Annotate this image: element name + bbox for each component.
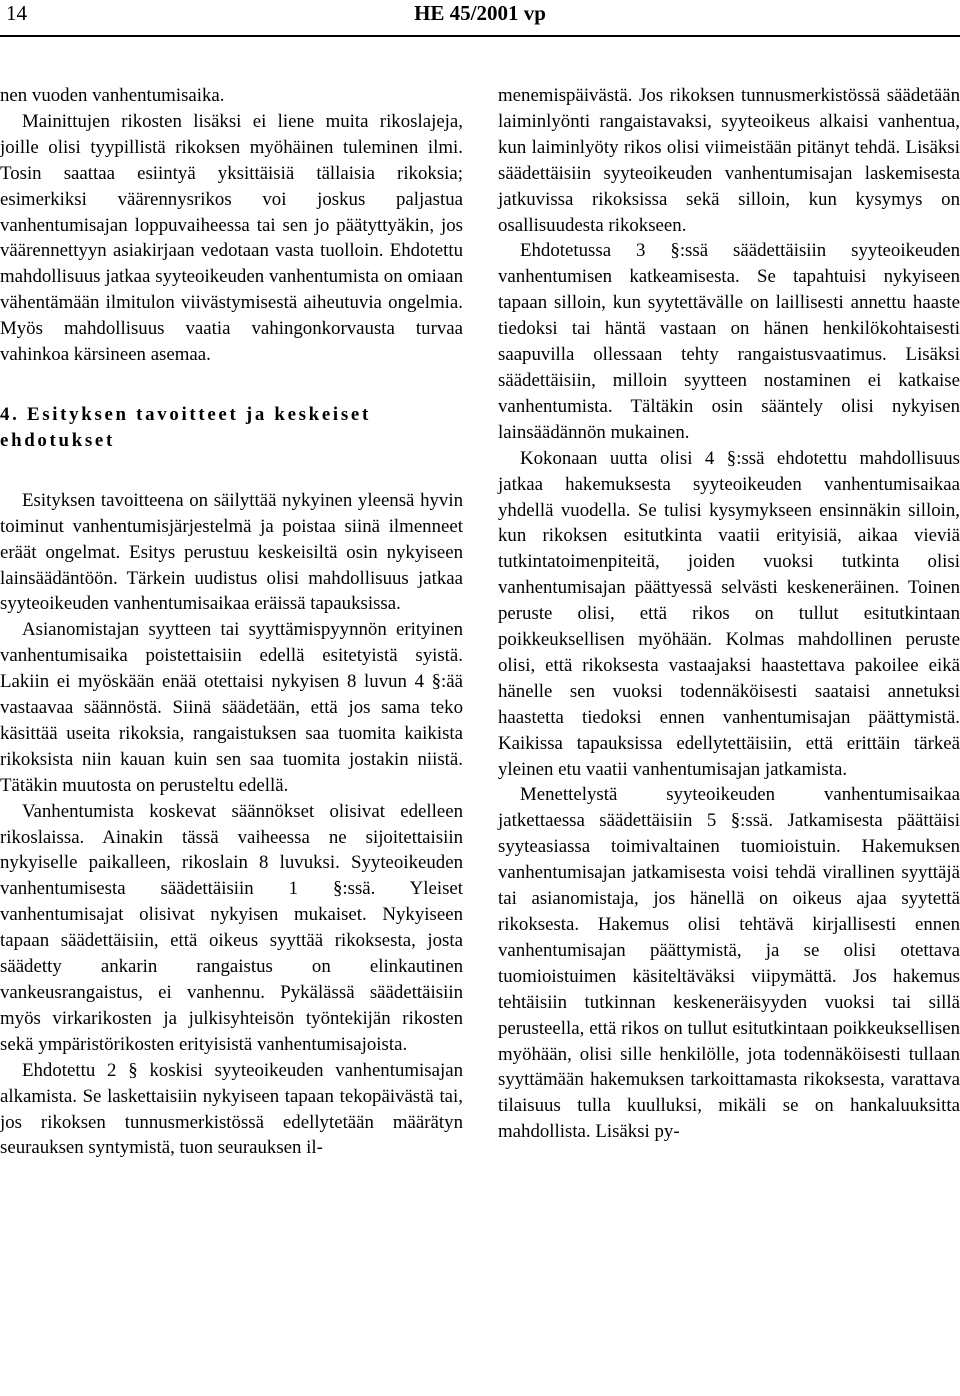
paragraph: Kokonaan uutta olisi 4 §:ssä ehdotettu mahdollisuus jatkaa hakemuksesta syyteoikeuden vanhentumisaikaa yhdellä vuodella. Se tulisi kysymykseen ensinnäkin silloin, kun rikoksen esitutkinta vaatii erityisiä, aikaa vieviä tutkintatoimenpiteitä, joiden vuoksi tutkinta olisi vanhentumisajan päättyessä selvästi keskeneräinen. Toinen peruste olisi, että rikos on tullut esitutkintaan poikkeuksellisen myöhään. Kolmas mahdollinen peruste olisi, että rikoksesta vastaajaksi haastettava pakoilee eikä hänelle sen vuoksi todennäköisesti saataisi annetuksi haastetta tiedoksi ennen vanhentumisajan päättymistä. Kaikissa tapauksissa edellytettäisiin, että erittäin tärkeä yleinen etu vaatii vanhentumisajan jatkamista.	[498, 447, 960, 780]
paragraph: Menettelystä syyteoikeuden vanhentumisaikaa jatkettaessa säädettäisiin 5 §:ssä. Jatkamisesta päättäisi syyteasiassa toimivaltainen tuomioistuin. Hakemuksen vanhentumisajan jatkamisesta voisi tehdä virallinen syyttäjä tai asianomistaja, jos hänellä on oikeus ajaa syytettä rikoksesta. Hakemus olisi tehtävä kirjallisesti ennen vanhentumisajan päättymistä, ja se olisi otettava tuomioistuimen käsiteltäväksi viipymättä. Jos hakemus tehtäisiin tutkinnan keskeneräisyyden vuoksi tai sillä perusteella, että rikos on tullut esitutkintaan poikkeuksellisen myöhään, olisi sille henkilölle, jota todennäköisesti tullaan syyttämään hakemuksen tarkoittamasta rikoksesta, varattava tilaisuus tulla kuulluksi, mikäli se on hankaluuksitta mahdollista. Lisäksi py-	[498, 784, 960, 1143]
page-header	[0, 0, 960, 30]
paragraph: Mainittujen rikosten lisäksi ei liene muita rikoslajeja, joille olisi tyypillistä rikoksen myöhäinen tuleminen ilmi. Tosin saattaa esiintyä yksittäisiä tällaisia rikoksia; esimerkiksi väärennysrikos voi joskus paljastua vanhentumisajan loppuvaiheessa tai sen jo päätyttyäkin, jos väärennettyyn asiakirjaan vedotaan vasta tuolloin. Ehdotettu mahdollisuus jatkaa syyteoikeuden vanhentumista on omiaan vähentämään ilmitulon viivästymisestä aiheutuvia ongelmia. Myös mahdollisuus vaatia vahingonkorvausta turvaa vahinkoa kärsineen asemaa.	[0, 110, 463, 366]
paragraph: Vanhentumista koskevat säännökset olisivat edelleen rikoslaissa. Ainakin tässä vaiheessa ne sijoitettaisiin nykyiselle paikalleen, rikoslain 8 luvuksi. Syyteoikeuden vanhentumisesta säädettäisiin 1 §:ssä. Yleiset vanhentumisajat olisivat nykyisen mukaiset. Nykyiseen tapaan säädettäisiin, että oikeus syyttää rikoksesta, josta säädetty ankarin rangaistus on elinkautinen vankeusrangaistus, ei vanhennu. Pykälässä säädettäisiin myös virkarikosten ja julkisyhteisön työntekijän rikosten sekä ympäristörikosten erityisistä vanhentumisajoista.	[0, 800, 463, 1055]
paragraph: menemispäivästä. Jos rikoksen tunnusmerkistössä säädetään laiminlyönti rangaistavaksi, syyteoikeus alkaisi vanhentua, kun laiminlyöty rikos olisi viimeistään pitänyt tehdä. Lisäksi säädettäisiin syyteoikeuden vanhentumisajan laskemisesta jatkuvissa rikoksissa sekä silloin, kun kysymys on osallisuudesta rikokseen.	[498, 85, 960, 236]
right-column	[498, 83, 960, 1145]
paragraph: Asianomistajan syytteen tai syyttämispyynnön erityinen vanhentumisaika poistettaisiin edellä esitetyistä syistä. Lakiin ei myöskään enää otettaisi nykyisen 8 luvun 4 §:ää vastaavaa säännöstä. Siinä säädetään, että jos sama teko käsittää useita rikoksia, rangaistuksen saa tuomita kaikista rikoksista niin kauan kuin sen saa tuomita jostakin niistä. Tätäkin muutosta on perusteltu edellä.	[0, 619, 463, 796]
paragraph: Ehdotetussa 3 §:ssä säädettäisiin syyteoikeuden vanhentumisen katkeamisesta. Se tapahtuisi nykyiseen tapaan silloin, kun syytettävälle on laillisesti annettu haaste tiedoksi tai häntä vastaan on hänen henkilökohtaisesti saapuvilla ollessaan tehty rangaistusvaatimus. Lisäksi säädettäisiin, milloin syytteen nostaminen ei katkaise vanhentumista. Tältäkin osin sääntely olisi nykyisen lainsäädännön mukainen.	[498, 240, 960, 443]
section-heading: 4. Esityksen tavoitteet ja keskeiset ehdotukset	[0, 403, 371, 451]
document-id: HE 45/2001 vp	[414, 1, 546, 25]
paragraph: Ehdotettu 2 § koskisi syyteoikeuden vanhentumisajan alkamista. Se laskettaisiin nykyiseen tapaan tekopäivästä tai, jos rikoksen tunnusmerkistössä edellytetään määrätyn seurauksen syntymistä, tuon seurauksen il-	[0, 1059, 463, 1159]
left-column	[0, 83, 463, 1161]
header-rule	[0, 35, 960, 37]
page-number: 14	[6, 1, 27, 25]
paragraph: Esityksen tavoitteena on säilyttää nykyinen yleensä hyvin toiminut vanhentumisjärjestelmä ja poistaa siinä ilmenneet eräät ongelmat. Esitys perustuu keskeisiltä osin nykyiseen lainsäädäntöön. Tärkein uudistus olisi mahdollisuus jatkaa syyteoikeuden vanhentumisaikaa eräissä tapauksissa.	[0, 489, 463, 615]
paragraph: nen vuoden vanhentumisaika.	[0, 85, 225, 106]
